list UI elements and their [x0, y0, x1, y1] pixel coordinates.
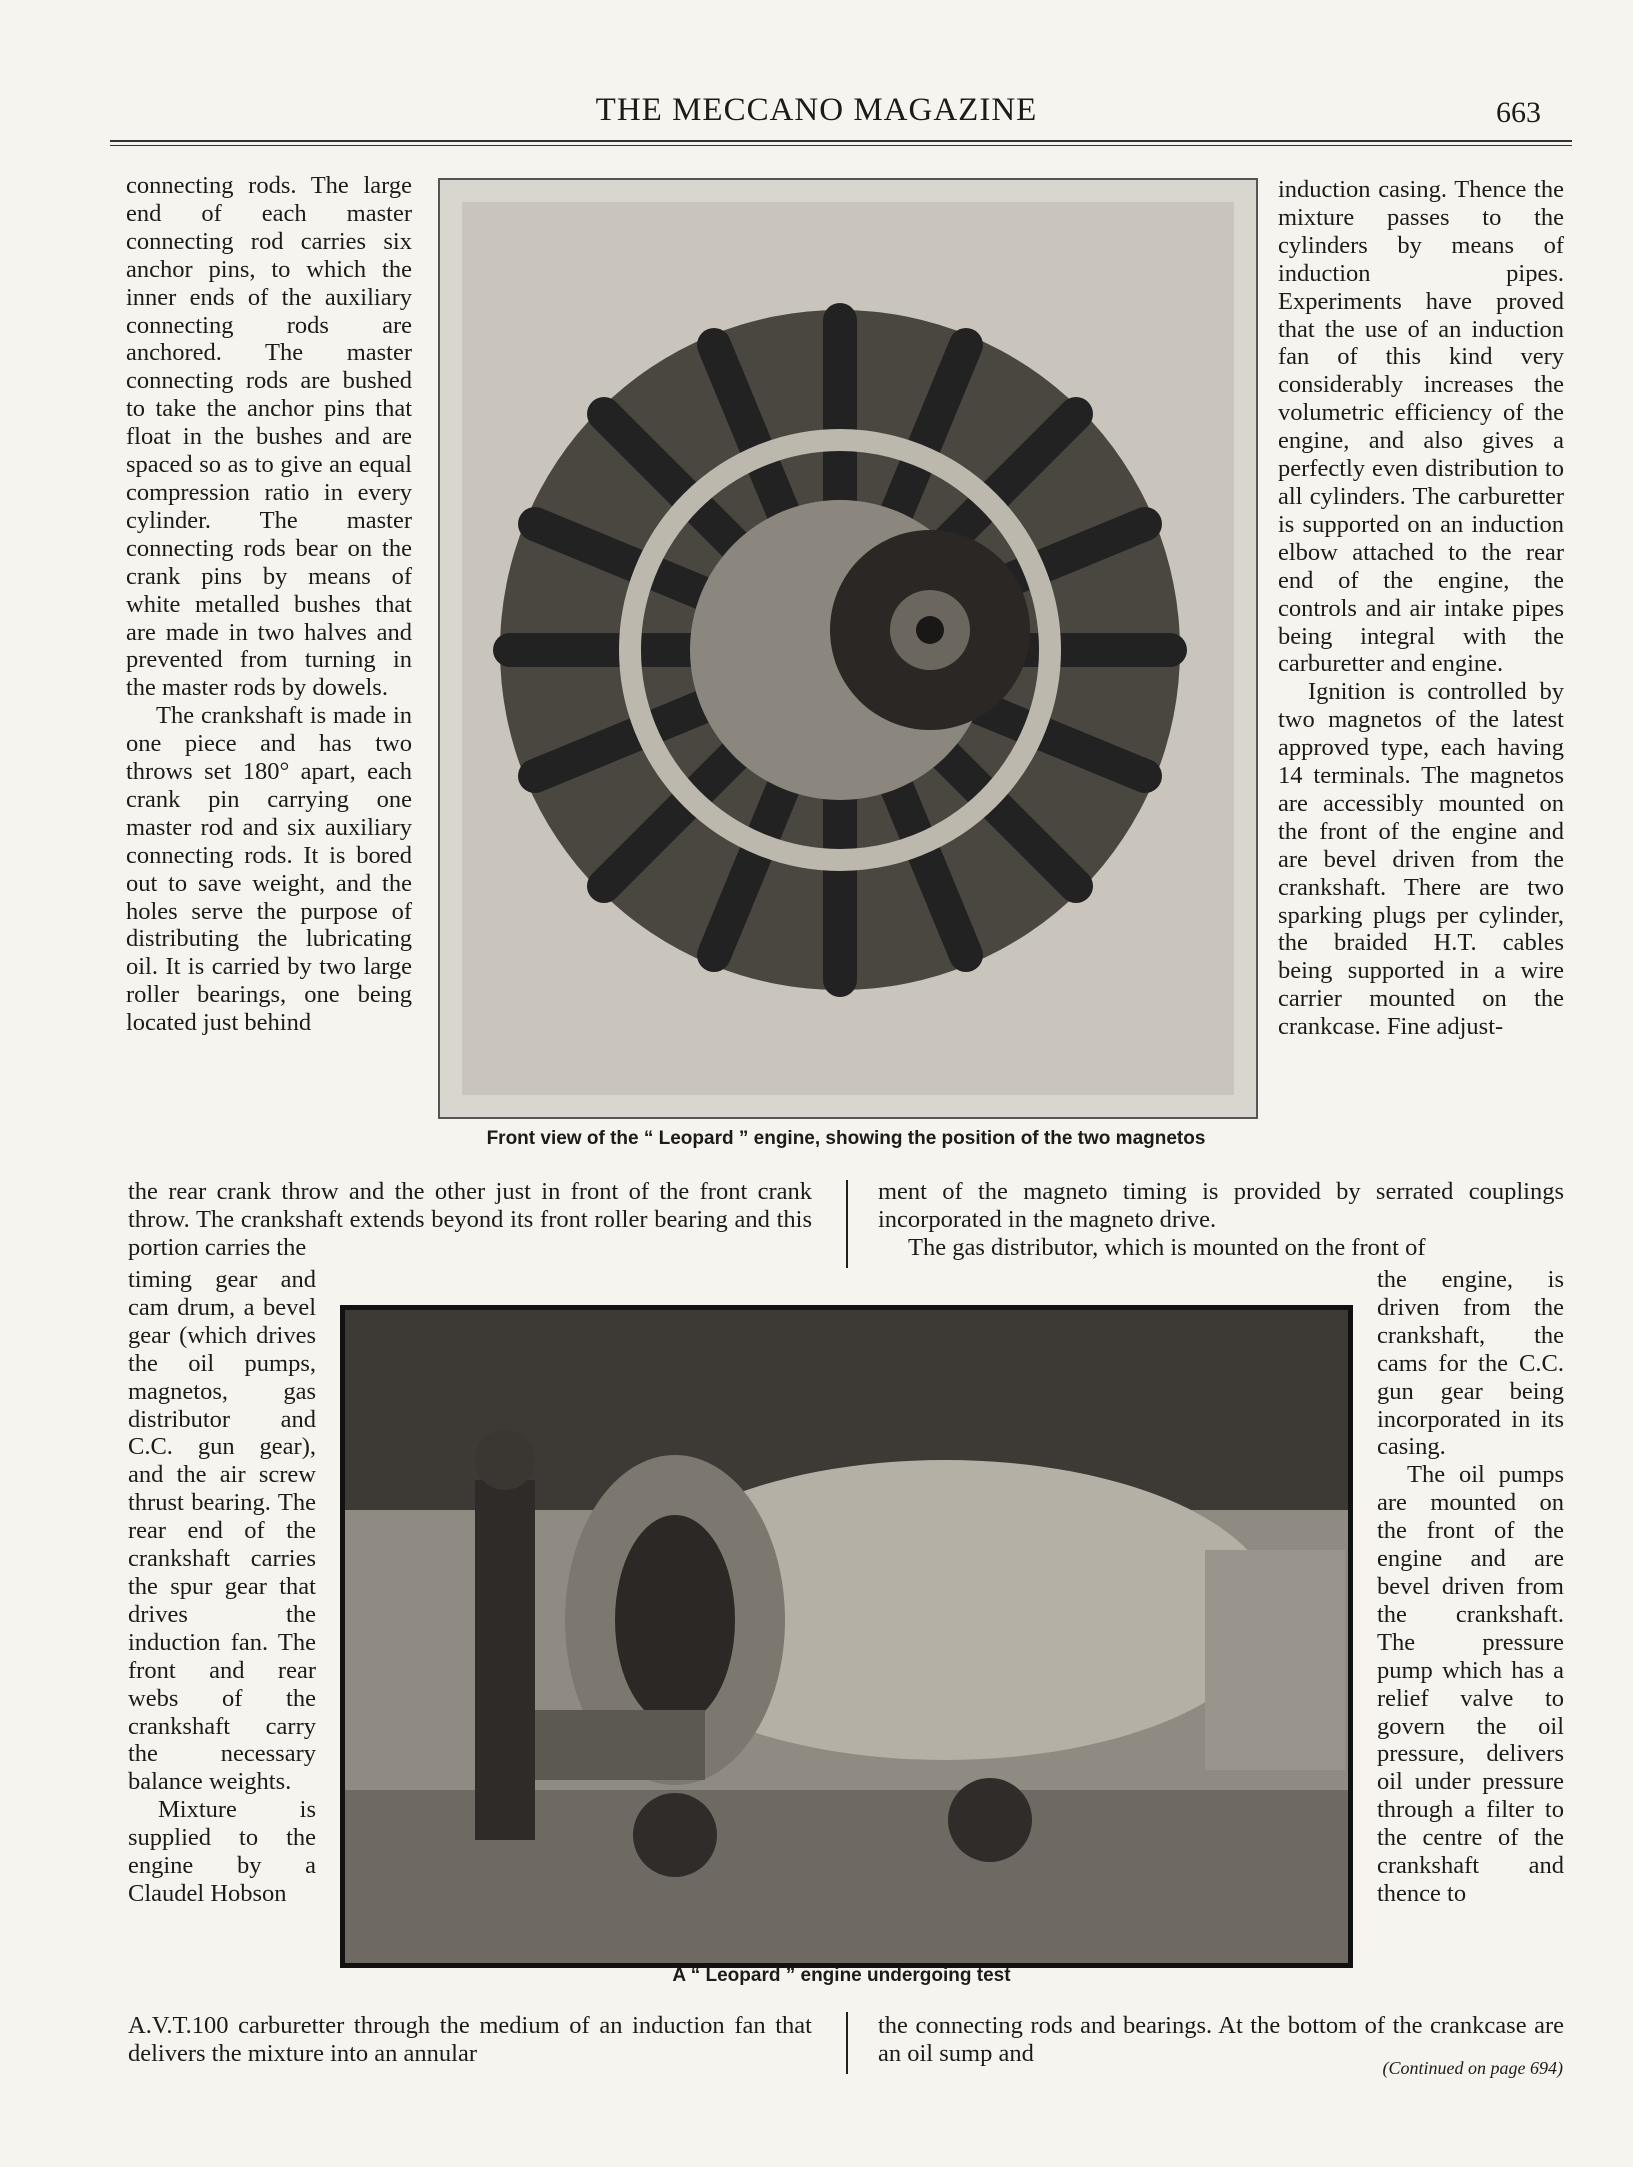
lower-right-column — [1377, 1266, 1564, 1908]
bottom-left-column — [128, 2012, 812, 2068]
lower-left-column — [128, 1266, 316, 1908]
radial-engine-illustration — [440, 180, 1256, 1117]
paragraph: The crankshaft is made in one piece and has two throws set 180° apart, each crank pin carrying one master rod and six auxiliary connecting rods. It is bored out to save weight, and the holes serve the purpose of distributing the lubricating oil. It is carried by two large roller bearings, one being located just behind — [126, 702, 412, 1037]
paragraph: the connecting rods and bearings. At the bottom of the crankcase are an oil sump and — [878, 2012, 1564, 2067]
paragraph: Ignition is controlled by two magnetos of the latest approved type, each having 14 terminals. The magnetos are accessibly mounted on the front of the engine and are bevel driven from the crankshaft. There are two sparking plugs per cylinder, the braided H.T. cables being supported in a wire carrier mounted on the crankcase. Fine adjust- — [1278, 678, 1564, 1041]
column-divider — [846, 1180, 848, 1268]
paragraph: the rear crank throw and the other just in front of the front crank throw. The crankshaft extends beyond its front roller bearing and this portion carries the — [128, 1178, 812, 1261]
middle-right-column — [878, 1178, 1564, 1262]
middle-left-column — [128, 1178, 812, 1262]
paragraph: timing gear and cam drum, a bevel gear (which drives the oil pumps, magnetos, gas distributor and C.C. gun gear), and the air screw thrust bearing. The rear end of the crankshaft carries the spur gear that drives the induction fan. The front and rear webs of the crankshaft carry the necessary balance weights. — [128, 1266, 316, 1796]
paragraph: Mixture is supplied to the engine by a Claudel Hobson — [128, 1796, 316, 1907]
header-rule-thin — [110, 145, 1572, 146]
paragraph: the engine, is driven from the crankshaft, the cams for the C.C. gun gear being incorporated in its casing. — [1377, 1266, 1564, 1461]
paragraph: The gas distributor, which is mounted on the front of — [908, 1233, 1426, 1261]
engine-test-illustration — [345, 1310, 1348, 1963]
paragraph: The oil pumps are mounted on the front of the engine and are bevel driven from the crankshaft. The pressure pump which has a relief valve to govern the oil pressure, delivers oil under pressure through a filter to the centre of the crankshaft and thence to — [1377, 1461, 1564, 1907]
upper-left-column — [126, 172, 412, 1037]
test-caption: A “ Leopard ” engine undergoing test — [672, 1965, 1011, 1986]
paragraph: A.V.T.100 carburetter through the medium of an induction fan that delivers the mixture into an annular — [128, 2012, 812, 2067]
engine-front-view-photo — [438, 178, 1258, 1119]
header-title: THE MECCANO MAGAZINE — [595, 92, 1038, 128]
column-divider — [846, 2012, 848, 2074]
continued-note: (Continued on page 694) — [1382, 2058, 1563, 2078]
header-rule — [110, 140, 1572, 142]
engine-test-photo — [340, 1305, 1353, 1968]
paragraph: ment of the magneto timing is provided by serrated couplings incorporated in the magneto drive. — [878, 1178, 1564, 1233]
upper-right-column — [1278, 176, 1564, 1041]
paragraph: induction casing. Thence the mixture passes to the cylinders by means of induction pipes. Experiments have proved that the use of an induction fan of this kind very considerably increases the volumetric efficiency of the engine, and also gives a perfectly even distribution to all cylinders. The carburetter is supported on an induction elbow attached to the rear end of the engine, the controls and air intake pipes being integral with the carburetter and engine. — [1278, 176, 1564, 678]
page-number: 663 — [1496, 96, 1541, 129]
front-view-caption: Front view of the “ Leopard ” engine, showing the position of the two magnetos — [486, 1128, 1206, 1149]
paragraph: connecting rods. The large end of each master connecting rod carries six anchor pins, to which the inner ends of the auxiliary connecting rods are anchored. The master connecting rods are bushed to take the anchor pins that float in the bushes and are spaced so as to give an equal compression ratio in every cylinder. The master connecting rods bear on the crank pins by means of white metalled bushes that are made in two halves and prevented from turning in the master rods by dowels. — [126, 172, 412, 702]
